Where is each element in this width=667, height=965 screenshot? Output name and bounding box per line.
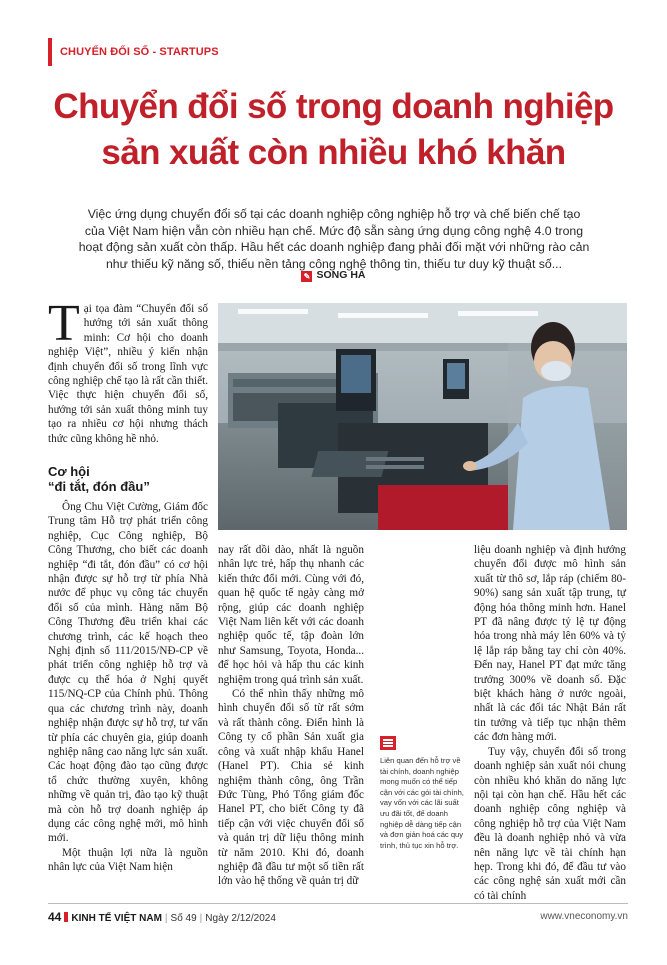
section-accent-bar: [48, 38, 52, 66]
lead-paragraph: Việc ứng dụng chuyển đổi số tại các doanh nghiệp công nghiệp hỗ trợ và chế biến chế tạo của Việt Nam hiện vẫn còn nhiều hạn chế. Mức độ sẵn sàng ứng dụng công nghệ 4.0 trong hoạt động sản xuất còn thấp. Hầu hết các doanh nghiệp đang phải đối mặt với những rào cản như thiếu kỹ năng số, thiếu nền tảng công nghệ thông tin, thiếu tư duy kỹ thuật số...: [78, 207, 590, 271]
column-3-paragraph-1: liệu doanh nghiệp và định hướng chuyển đổi được mô hình sản xuất từ thô sơ, lắp ráp (chiếm 80-90%) sang sản xuất tập trung, tự động hóa thông minh hơn. Hanel PT đã nâng được tỷ lệ tự động hóa trong nhà máy lên 60% và tỷ lệ lắp ráp bằng tay chỉ còn 40%. Đến nay, Hanel PT đạt mức tăng trưởng 300% về doanh số. Đặc biệt khách hàng ở nước ngoài, nhất là các đối tác Nhật Bản rất tin tưởng và tiếp tục nhận thêm các đơn hàng mới.: [474, 544, 626, 744]
page-number: 44: [48, 910, 62, 924]
intro-column: [48, 295, 208, 446]
callout-text: Liên quan đến hỗ trợ về tài chính, doanh nghiệp mong muốn có thể tiếp cận với các gói tài chính, vay vốn với các lãi suất ưu đãi tốt, để doanh nghiệp dễ dàng tiếp cận và đơn giản hoá các quy trình, thủ tục xin hỗ trợ.: [380, 756, 464, 850]
magazine-name: KINH TẾ VIỆT NAM: [71, 913, 162, 924]
issue-date: Ngày 2/12/2024: [205, 913, 276, 924]
callout-box: [380, 736, 464, 851]
subheading-line-1: Cơ hội: [48, 464, 90, 479]
factory-photo-illustration: [218, 303, 627, 530]
author-icon: ✎: [301, 271, 312, 282]
column-3-paragraph-2: Tuy vậy, chuyển đổi số trong doanh nghiệp sản xuất nói chung còn nhiều khó khăn do năng lực nội tại còn hạn chế. Hầu hết các doanh nghiệp công nghiệp và công nghiệp hỗ trợ của Việt Nam đều là doanh nghiệp nhỏ và vừa nên năng lực về tài chính hạn hẹp. Trong khi đó, để đầu tư vào các công nghệ sản xuất mới cần có tài chính: [474, 745, 626, 902]
author-name: SONG HÀ: [316, 269, 366, 281]
footer-separator-1: |: [164, 913, 168, 924]
footer-divider: [48, 903, 628, 904]
headline: [0, 84, 667, 176]
column-1: [48, 500, 208, 875]
subheading-line-2: “đi tắt, đón đầu”: [48, 479, 150, 494]
footer-accent-square: [64, 912, 68, 922]
issue-number: Số 49: [170, 913, 197, 924]
column-3: [474, 543, 626, 903]
factory-photo: [218, 303, 627, 530]
headline-line-2: sản xuất còn nhiều khó khăn: [101, 133, 566, 172]
section-subheading: [48, 464, 208, 494]
drop-cap: T: [48, 295, 80, 352]
byline: [0, 269, 667, 282]
column-2-paragraph-2: Có thể nhìn thấy những mô hình chuyển đổi số từ rất sớm và rất thành công. Điển hình là Công ty cổ phần Sản xuất gia công và xuất nhập khẩu Hanel (Hanel PT). Chia sẻ kinh nghiệm thành công, ông Trần Đức Tùng, Phó Tổng giám đốc Hanel PT, cho biết Công ty đã tiếp cận với việc chuyển đổi số và quản trị dữ liệu thông minh từ năm 2010. Khi đó, doanh nghiệp đã đầu tư một số tiền rất lớn vào hệ thống về quản trị dữ: [218, 688, 364, 888]
intro-paragraph: [48, 295, 208, 446]
list-note-icon: [380, 736, 396, 750]
footer-separator-2: |: [199, 913, 203, 924]
page-footer: [48, 910, 628, 924]
column-1-paragraph-1: Ông Chu Việt Cường, Giám đốc Trung tâm Hỗ trợ phát triển công nghiệp, Cục Công nghiệp, Bộ Công Thương, cho biết các doanh nghiệp “đi tắt, đón đầu” có cơ hội nhận được sự hỗ trợ từ phía Nhà nước để phục vụ công tác chuyển đổi số của mình. Hàng năm Bộ Công Thương đều triển khai các chương trình, các kế hoạch theo Nghị định số 111/2015/NĐ-CP về phát triển công nghiệp hỗ trợ và được cụ thể hóa ở Nghị quyết 115/NQ-CP của Chính phủ. Thông qua các chương trình này, doanh nghiệp nhận được sự hỗ trợ, tư vấn từ phía các chuyên gia, giúp doanh nghiệp nâng cao năng lực sản xuất. Các hoạt động đào tạo cũng được tổ chức thường xuyên, không những về quản trị, đào tạo kỹ thuật mà còn hỗ trợ doanh nghiệp áp dụng các công nghệ mới, mô hình mới.: [48, 501, 208, 845]
intro-text: ại tọa đàm “Chuyển đổi số hướng tới sản xuất thông minh: Cơ hội cho doanh nghiệp Việt”, nhiều ý kiến nhận định chuyển đổi số trong lĩnh vực công nghiệp chế tạo là rất cần thiết. Việc thực hiện chuyển đổi số, hướng tới sản xuất thông minh tuy tạo ra nhiều cơ hội nhưng thách thức cũng không hề nhỏ.: [48, 303, 208, 445]
column-2: [218, 543, 364, 889]
headline-line-1: Chuyển đổi số trong doanh nghiệp: [53, 87, 614, 126]
website-link[interactable]: www.vneconomy.vn: [540, 911, 628, 922]
column-2-paragraph-1: nay rất dồi dào, nhất là nguồn nhân lực trẻ, hấp thụ nhanh các kiến thức đổi mới. Cùng với đó, quan hệ quốc tế ngày càng mở rộng, giúp các doanh nghiệp Việt Nam liên kết với các doanh nghiệp quốc tế, tập đoàn lớn như Samsung, Toyota, Honda... để học hỏi và hấp thu các kinh nghiệm trong quá trình sản xuất.: [218, 544, 364, 686]
section-tag: CHUYỂN ĐỔI SỐ - STARTUPS: [60, 46, 219, 58]
column-1-paragraph-2: Một thuận lợi nữa là nguồn nhân lực của Việt Nam hiện: [48, 846, 208, 874]
